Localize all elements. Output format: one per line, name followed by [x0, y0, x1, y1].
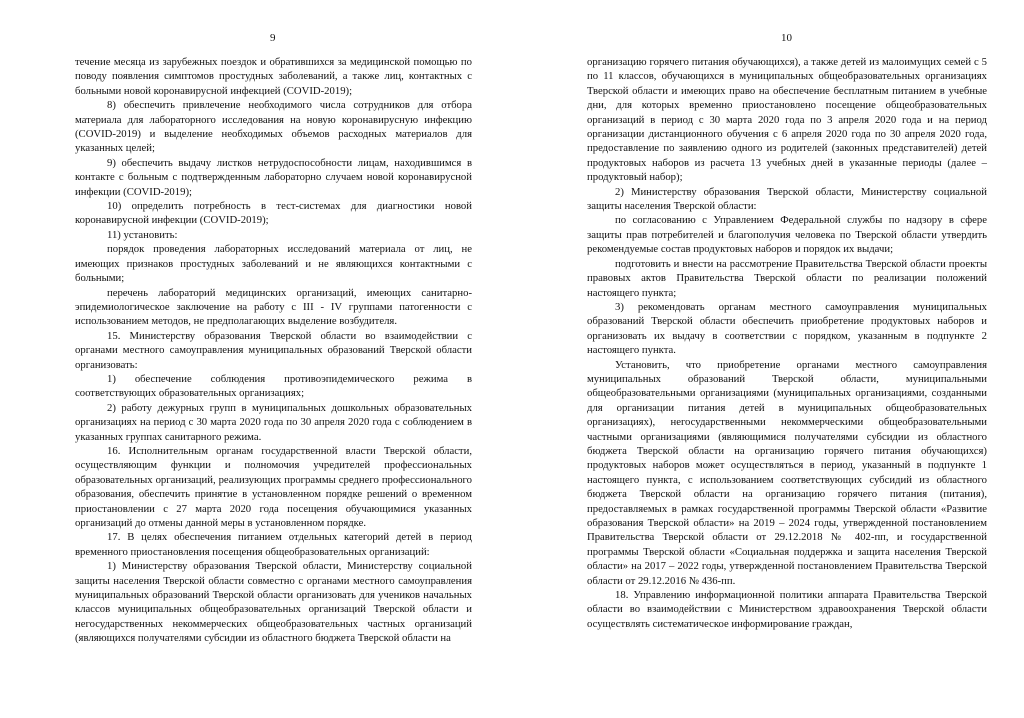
paragraph: 11) установить: — [107, 228, 178, 241]
paragraph: 8) обеспечить привлечение необходимого числа сотрудников для отбора материала для лабораторного исследования на новую коронавирусную инфекцию (COVID-2019) и выделение необходимых объемов расходных материалов для указанных целей; — [75, 99, 472, 155]
paragraph: 3) рекомендовать органам местного самоуправления муниципальных образований Тверской области обеспечить приобретение продуктовых наборов и организовать их выдачу в соответствии с порядком, указанным в подпункте 2 настоящего пункта. — [587, 300, 987, 357]
paragraph: 10) определить потребность в тест-системах для диагностики новой коронавирусной инфекции (COVID-2019); — [75, 200, 472, 227]
page-number-left: 9 — [270, 32, 276, 44]
paragraph: порядок проведения лабораторных исследований материала от лиц, не имеющих признаков простудных заболеваний и не являющихся контактными с больными; — [75, 243, 472, 285]
paragraph: перечень лабораторий медицинских организаций, имеющих санитарно-эпидемиологическое заключение на работу с III - IV группами патогенности с использованием методов, не предполагающих выделение возбудителя. — [75, 286, 472, 328]
paragraph: 1) Министерству образования Тверской области, Министерству социальной защиты населения Тверской области совместно с органами местного самоуправления муниципальных образований Тверской области организовать для учеников начальных классов муниципальных общеобразовательных организаций Тверской области и негосударственных некоммерческих общеобразовательных частных организаций (являющихся получателями субсидии из областного бюджета Тверской области на — [75, 560, 472, 645]
left-page-text — [75, 55, 472, 713]
paragraph: 15. Министерству образования Тверской области во взаимодействии с органами местного самоуправления муниципальных образований Тверской области организовать: — [75, 329, 472, 371]
paragraph: по согласованию с Управлением Федеральной службы по надзору в сфере защиты прав потребителей и благополучия человека по Тверской области утвердить рекомендуемые состав продуктовых наборов и порядок их выдачи; — [587, 214, 987, 256]
page-number-right: 10 — [781, 32, 792, 44]
paragraph: 16. Исполнительным органам государственной власти Тверской области, осуществляющим функции и полномочия учредителей профессиональных образовательных организаций, реализующих программы среднего профессионального образования, обеспечить принятие в установленном порядке решений о временном приостановлении с 27 марта 2020 года посещения обучающимися указанных организаций до отмены данной меры в установленном порядке. — [75, 444, 472, 529]
paragraph: течение месяца из зарубежных поездок и обратившихся за медицинской помощью по поводу появления симптомов простудных заболеваний, а также лиц, контактных с больными новой коронавирусной инфекцией (COVID-2019); — [75, 56, 472, 97]
paragraph: Установить, что приобретение органами местного самоуправления муниципальных образований Тверской области, муниципальными общеобразовательными организациями (муниципальных организациями, созданными для организации питания детей в муниципальных общеобразовательных организациях), негосударственными некоммерческими общеобразовательными частными организациями (являющимися получателями субсидии из областного бюджета Тверской области на организацию горячего питания обучающихся) продуктовых наборов может осуществляться в период, указанный в подпункте 1 настоящего пункта, с использованием соответствующих субсидий из областного бюджета Тверской области на организацию горячего питания (питания), предоставляемых в рамках государственной программы Тверской области «Развитие образования Тверской области» на 2019 – 2024 годы, утвержденной постановлением Правительства Тверской области от 29.12.2018 № 402-пп, и государственной программы Тверской области «Социальная поддержка и защита населения Тверской области» на 2017 – 2022 годы, утвержденной постановлением Правительства Тверской области от 29.12.2016 № 436-пп. — [587, 358, 987, 587]
paragraph: 1) обеспечение соблюдения противоэпидемического режима в соответствующих образовательных организациях; — [75, 372, 472, 400]
paragraph: организацию горячего питания обучающихся), а также детей из малоимущих семей с 5 по 11 классов, обучающихся в муниципальных общеобразовательных организациях Тверской области и имеющих право на обеспечение бесплатным питанием в учебные дни, для которых временно приостановлено посещение общеобразовательных организаций в период с 30 марта 2020 года по 3 апреля 2020 года и на период организации дистанционного обучения с 6 апреля 2020 года по 30 апреля 2020 года, предоставление по заявлению одного из родителей (законных представителей) детей продуктовых наборов из расчета 13 учебных дней в указанные периоды (далее – продуктовый набор); — [587, 56, 987, 184]
right-page-text — [587, 55, 987, 713]
paragraph: подготовить и внести на рассмотрение Правительства Тверской области проекты правовых актов Правительства Тверской области по реализации положений настоящего пункта; — [587, 257, 987, 299]
paragraph: 9) обеспечить выдачу листков нетрудоспособности лицам, находившимся в контакте с больным с подтвержденным лабораторно случаем новой коронавирусной инфекции (COVID-2019); — [75, 156, 472, 198]
paragraph: 17. В целях обеспечения питанием отдельных категорий детей в период временного приостановления посещения общеобразовательных организаций: — [75, 531, 472, 558]
paragraph: 2) работу дежурных групп в муниципальных дошкольных образовательных организациях на период с 30 марта 2020 года по 30 апреля 2020 года с соблюдением в указанных группах санитарного режима. — [75, 401, 472, 443]
paragraph: 2) Министерству образования Тверской области, Министерству социальной защиты населения Тверской области: — [587, 185, 987, 213]
paragraph: 18. Управлению информационной политики аппарата Правительства Тверской области во взаимодействии с Министерством здравоохранения Тверской области осуществлять систематическое информирование граждан, — [587, 589, 987, 630]
